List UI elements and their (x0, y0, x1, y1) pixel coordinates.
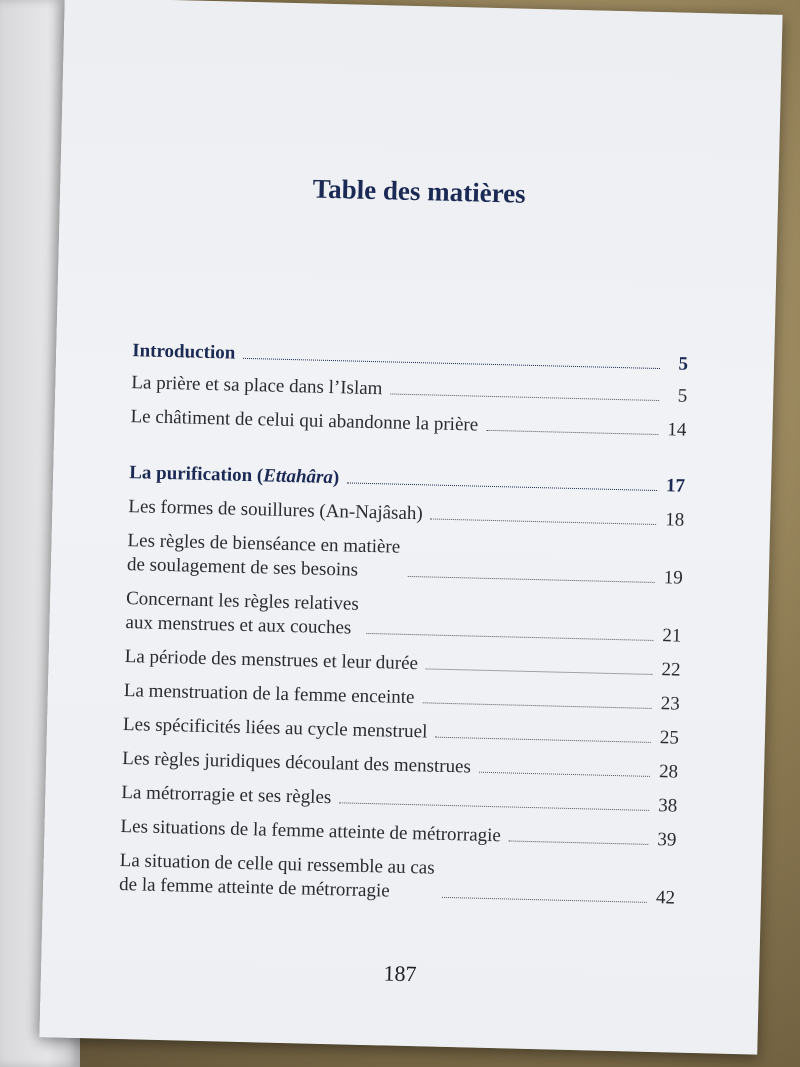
toc-entry-line: aux menstrues et aux couches (125, 612, 352, 639)
bleed-through-text (364, 45, 784, 55)
dot-leader (243, 358, 660, 369)
toc-entry-label: La prière et sa place dans l’Islam (131, 372, 383, 400)
toc-entry[interactable] (120, 815, 676, 853)
toc-page-number: 21 (662, 625, 682, 647)
dot-leader (426, 668, 653, 675)
toc-heading-label: Introduction (131, 340, 236, 364)
toc-entry-label: La menstruation de la femme enceinte (123, 680, 415, 709)
toc-page-number: 17 (665, 475, 686, 497)
toc-entry[interactable] (123, 713, 679, 751)
toc-page-number: 5 (677, 385, 688, 407)
toc-entry[interactable] (124, 645, 680, 683)
toc-entry[interactable] (124, 679, 680, 717)
dot-leader (339, 802, 649, 811)
toc-entry-label (119, 849, 435, 905)
toc-page-number: 42 (655, 887, 676, 909)
dot-leader (435, 737, 651, 743)
dot-leader (407, 576, 654, 583)
toc-page-number: 23 (660, 693, 680, 715)
toc-entry-label: Les règles juridiques découlant des menstrues (121, 748, 472, 778)
dot-leader (486, 430, 658, 435)
toc-entry-line: de soulagement de ses besoins (126, 554, 359, 581)
toc-entry-label: Les spécificités liées au cycle menstruel (122, 714, 428, 743)
toc-entry-line: de la femme atteinte de métrorragie (118, 873, 390, 902)
toc-entry[interactable] (127, 529, 684, 591)
toc-entry-label: La période des menstrues et leur durée (124, 646, 419, 675)
toc-page-number: 28 (658, 761, 679, 783)
toc-entry-label (127, 529, 401, 584)
toc-entry-label: Les situations de la femme atteinte de métrorragie (120, 815, 502, 847)
heading-suffix: ) (332, 467, 340, 489)
toc-entry-label (125, 587, 359, 641)
toc-entry-line: La situation de celle qui ressemble au cas (119, 849, 435, 879)
toc-entry-line: Les règles de bienséance en matière (127, 530, 401, 558)
toc-entry[interactable] (122, 747, 678, 785)
toc-entry[interactable] (121, 781, 677, 819)
toc-entry[interactable] (125, 587, 682, 649)
toc-page-number: 19 (663, 567, 684, 589)
toc-page-number: 25 (659, 727, 680, 749)
dot-leader (347, 482, 657, 491)
toc-heading-purification[interactable] (129, 461, 685, 499)
page-number: 187 (383, 960, 417, 987)
dot-leader (431, 518, 657, 525)
toc-entry-label: Les formes de souillures (An-Najâsah) (128, 496, 423, 525)
toc-page-number: 18 (664, 509, 685, 531)
toc-entry[interactable] (128, 495, 684, 533)
toc-entry-label: Le châtiment de celui qui abandonne la prière (130, 406, 479, 436)
toc-entry[interactable] (130, 405, 686, 443)
page-title: Table des matières (312, 173, 527, 209)
toc-page-number: 14 (667, 419, 687, 441)
dot-leader (390, 393, 659, 401)
toc-entry-line: Concernant les règles relatives (125, 588, 360, 615)
dot-leader (366, 633, 653, 641)
dot-leader (422, 702, 651, 709)
toc-page-number: 39 (657, 829, 677, 851)
toc-section-purification (119, 461, 685, 910)
dot-leader (479, 772, 650, 777)
toc-page-number: 38 (657, 795, 678, 817)
toc-page-number: 22 (661, 659, 681, 681)
dot-leader (442, 897, 647, 903)
toc-entry[interactable] (119, 849, 676, 911)
toc-heading-introduction[interactable] (132, 339, 688, 377)
book-page (39, 0, 782, 1055)
heading-prefix: La purification ( (128, 462, 264, 487)
toc-section-introduction (130, 339, 688, 443)
heading-italic: Ettahâra (262, 465, 334, 489)
toc-heading-label (129, 461, 340, 490)
dot-leader (509, 840, 649, 844)
toc-page-number: 5 (678, 353, 689, 375)
toc-entry-label: La métrorragie et ses règles (121, 782, 332, 809)
toc-entry[interactable] (131, 371, 687, 409)
